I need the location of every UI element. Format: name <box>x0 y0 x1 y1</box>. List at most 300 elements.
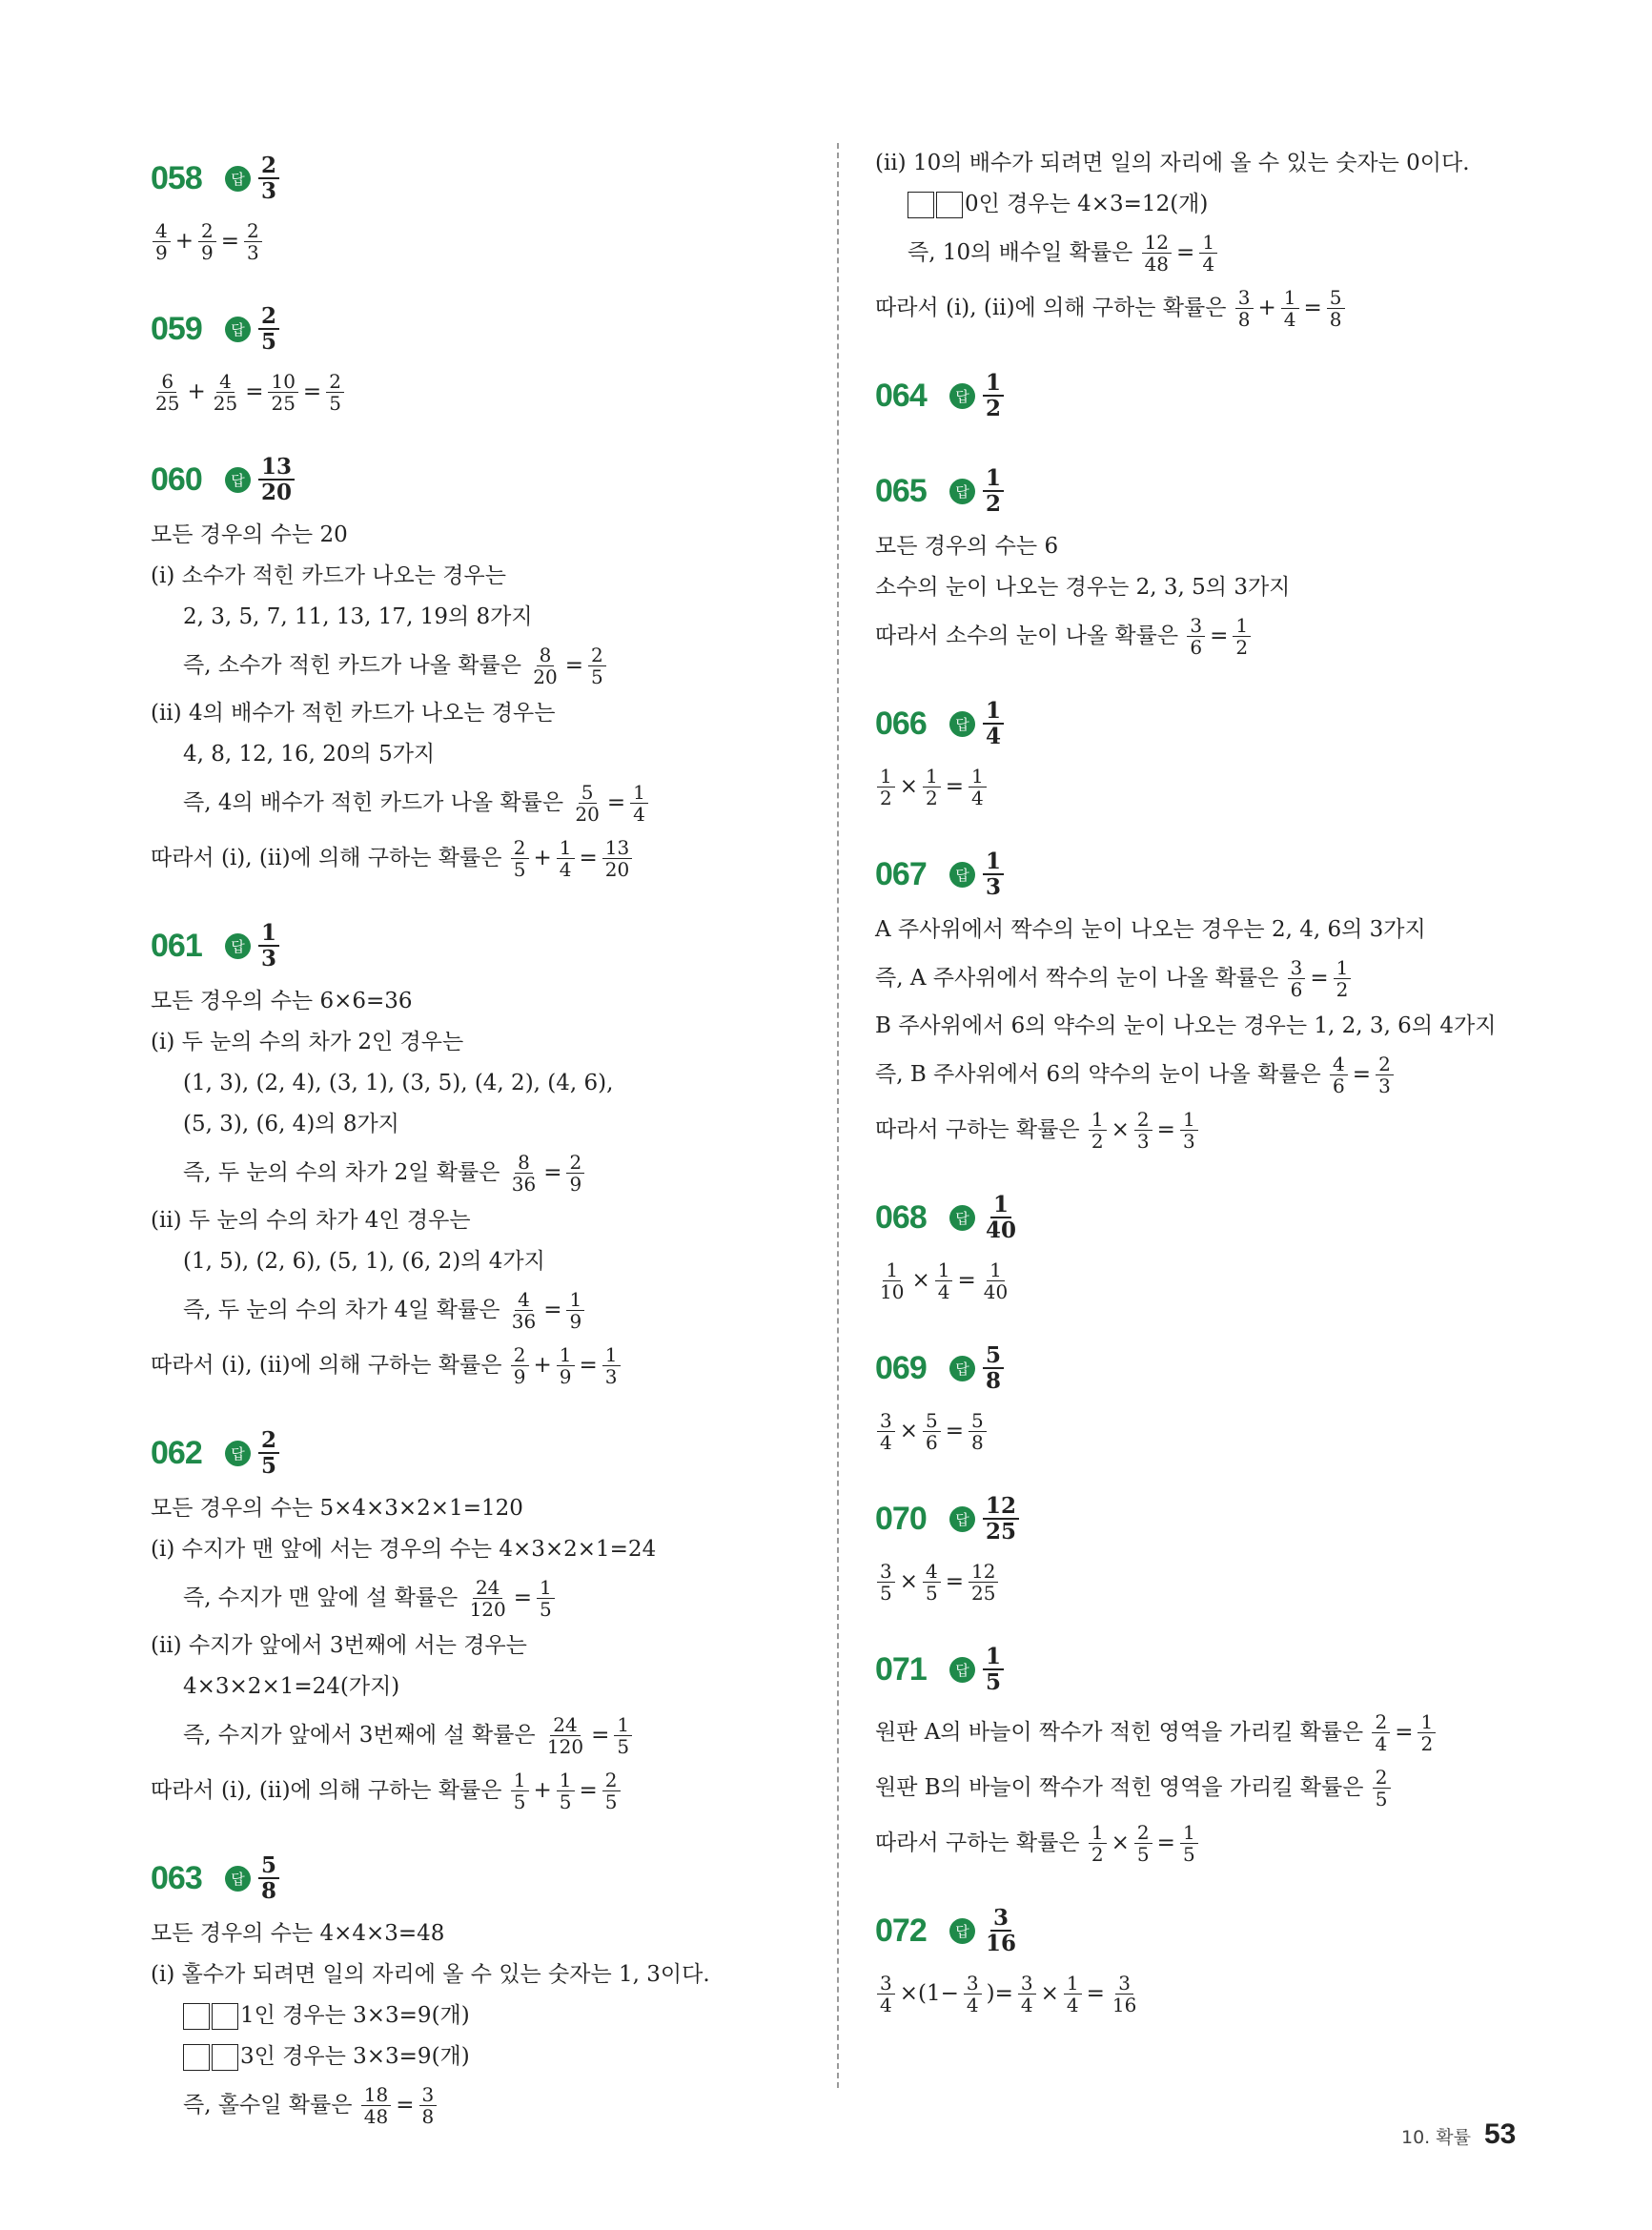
math-operator: = <box>579 1778 598 1803</box>
answer-fraction <box>983 849 1004 899</box>
answer-value <box>256 304 281 354</box>
denominator: 4 <box>559 857 572 881</box>
denominator: 8 <box>986 1368 1002 1394</box>
numerator: 1 <box>602 1344 621 1366</box>
denominator: 3 <box>261 178 277 204</box>
denominator: 4 <box>1020 1993 1033 2016</box>
math-operator: × <box>1111 1117 1130 1142</box>
solution-text: 즉, 10의 배수일 확률은 <box>908 240 1140 265</box>
denominator: 5 <box>513 1790 526 1813</box>
problem-header <box>875 1333 1561 1403</box>
solution-line <box>875 1006 1561 1047</box>
math-operator: = <box>220 229 240 254</box>
fraction <box>566 1289 584 1332</box>
numerator: 2 <box>1134 1822 1152 1844</box>
fraction <box>1110 1973 1139 2015</box>
math-operator: = <box>1210 624 1229 648</box>
denominator: 5 <box>1375 1787 1388 1811</box>
numerator: 12 <box>969 1561 998 1583</box>
fraction <box>509 1289 539 1332</box>
fraction <box>1417 1711 1436 1754</box>
solution-line <box>875 1047 1561 1102</box>
numerator: 4 <box>1330 1054 1348 1075</box>
answer-value <box>981 849 1006 899</box>
denominator: 4 <box>986 724 1002 749</box>
math-operator: = <box>1156 1831 1175 1855</box>
chapter-label: 10. 확률 <box>1401 2127 1471 2148</box>
math-operator: = <box>1352 1062 1372 1087</box>
numerator: 5 <box>969 1410 987 1432</box>
solution-line <box>151 214 818 269</box>
solution-text: 4, 8, 12, 16, 20의 5가지 <box>183 742 436 767</box>
numerator: 13 <box>258 455 295 481</box>
numerator: 3 <box>1018 1973 1036 1995</box>
denominator: 25 <box>155 391 180 415</box>
fraction <box>1018 1973 1036 2015</box>
answer-badge: 답 <box>949 1918 975 1944</box>
numerator: 3 <box>877 1973 895 1995</box>
math-operator: = <box>1395 1720 1414 1745</box>
problem-number: 061 <box>151 927 202 964</box>
numerator: 1 <box>557 1770 575 1791</box>
math-operator: = <box>591 1723 610 1748</box>
solution-line <box>875 1815 1561 1871</box>
solution-text: 따라서 구하는 확률은 <box>875 1117 1087 1142</box>
numerator: 2 <box>1372 1711 1390 1733</box>
fraction <box>1330 1054 1348 1096</box>
denominator: 5 <box>261 329 277 355</box>
problem-header <box>151 910 818 981</box>
solution-line <box>875 759 1561 814</box>
denominator: 2 <box>880 786 892 809</box>
math-operator: × <box>1040 1981 1059 2006</box>
denominator: 9 <box>559 1364 572 1388</box>
numerator: 1 <box>983 371 1004 397</box>
denominator: 2 <box>986 491 1002 517</box>
denominator: 5 <box>986 1669 1002 1695</box>
math-operator: + <box>533 1353 552 1378</box>
problem-block <box>151 1418 818 1818</box>
answer-fraction <box>983 699 1004 748</box>
solution-line <box>151 1995 818 2036</box>
denominator: 3 <box>1136 1129 1150 1153</box>
solution-text: (ⅰ) 수지가 맨 앞에 서는 경우의 수는 4×3×2×1=24 <box>151 1537 657 1562</box>
solution-text: (1, 3), (2, 4), (3, 1), (3, 5), (4, 2), (4, 6), <box>183 1071 614 1095</box>
denominator: 20 <box>261 480 293 505</box>
solution-line <box>151 1954 818 1995</box>
fraction <box>557 1770 575 1812</box>
answer-value <box>256 455 296 504</box>
solution-line <box>151 638 818 693</box>
numerator: 2 <box>602 1770 621 1791</box>
numerator: 4 <box>515 1289 533 1311</box>
answer-value <box>981 1645 1006 1694</box>
solution-text: 즉, 두 눈의 수의 차가 2일 확률은 <box>183 1160 507 1185</box>
denominator: 6 <box>1290 977 1303 1001</box>
numerator: 2 <box>588 644 606 666</box>
solution-text: 즉, 두 눈의 수의 차가 4일 확률은 <box>183 1298 507 1322</box>
problem-header <box>875 1182 1561 1253</box>
denominator: 5 <box>559 1790 572 1813</box>
solution-line <box>151 1570 818 1626</box>
fraction <box>566 1152 584 1195</box>
math-operator: = <box>1156 1117 1175 1142</box>
problem-block <box>875 1483 1561 1609</box>
answer-fraction <box>258 304 279 354</box>
solution-line <box>875 1966 1561 2021</box>
solution-line <box>151 597 818 638</box>
denominator: 6 <box>926 1430 938 1454</box>
math-operator: = <box>564 653 583 678</box>
solution-line <box>875 951 1561 1006</box>
solution-text: 모든 경우의 수는 6×6=36 <box>151 989 413 1013</box>
numerator: 1 <box>511 1770 529 1791</box>
denominator: 5 <box>604 1790 618 1813</box>
denominator: 8 <box>1329 307 1342 331</box>
fraction <box>877 766 895 808</box>
denominator: 3 <box>604 1364 618 1388</box>
solution-text: 따라서 소수의 눈이 나올 확률은 <box>875 624 1186 648</box>
problem-number: 069 <box>875 1349 927 1386</box>
fraction <box>877 1561 895 1604</box>
fraction <box>211 371 240 414</box>
fraction <box>1134 1822 1152 1865</box>
numerator: 3 <box>877 1410 895 1432</box>
solution-text: 즉, 수지가 앞에서 3번째에 설 확률은 <box>183 1723 542 1748</box>
problem-block <box>875 1895 1561 2021</box>
denominator: 4 <box>880 1993 892 2016</box>
answer-badge: 답 <box>949 1356 975 1381</box>
numerator: 1 <box>1417 1711 1436 1733</box>
solution-line <box>151 1626 818 1667</box>
denominator: 9 <box>513 1364 526 1388</box>
denominator: 25 <box>271 391 296 415</box>
fraction <box>1134 1109 1152 1152</box>
denominator: 3 <box>247 240 259 264</box>
solution-line <box>151 1241 818 1282</box>
solution-line <box>151 1338 818 1393</box>
solution-line <box>151 1667 818 1708</box>
problem-block <box>875 1634 1561 1871</box>
solution-line <box>875 1705 1561 1760</box>
denominator: 6 <box>1190 635 1203 659</box>
answer-value <box>981 1343 1006 1393</box>
fraction <box>198 220 216 263</box>
fraction <box>1233 615 1251 658</box>
problem-number: 059 <box>151 310 202 347</box>
fraction <box>923 1410 941 1453</box>
answer-fraction <box>258 921 279 971</box>
problem-number: 071 <box>875 1650 927 1688</box>
solution-text: 모든 경우의 수는 4×4×3=48 <box>151 1921 445 1946</box>
numerator: 2 <box>1373 1767 1391 1789</box>
denominator: 2 <box>1235 635 1249 659</box>
numerator: 3 <box>964 1973 982 1995</box>
numerator: 1 <box>1334 957 1352 979</box>
solution-line <box>875 1554 1561 1609</box>
solution-text: 즉, 수지가 맨 앞에 설 확률은 <box>183 1586 465 1610</box>
fraction <box>1180 1822 1198 1865</box>
answer-badge: 답 <box>949 1657 975 1683</box>
numerator: 1 <box>969 766 987 788</box>
denominator: 3 <box>1378 1074 1391 1097</box>
numerator: 1 <box>614 1714 632 1736</box>
answer-badge: 답 <box>225 1441 251 1466</box>
fraction <box>1281 287 1299 330</box>
answer-value <box>256 153 281 203</box>
numerator: 3 <box>1115 1973 1133 1995</box>
denominator: 16 <box>986 1931 1017 1956</box>
denominator: 5 <box>926 1581 938 1605</box>
solution-line <box>875 910 1561 951</box>
numerator: 6 <box>158 371 176 393</box>
fraction <box>537 1577 555 1620</box>
problem-block <box>151 1843 818 2133</box>
numerator: 1 <box>557 837 575 859</box>
numerator: 8 <box>515 1152 533 1174</box>
math-operator: + <box>1257 296 1276 320</box>
denominator: 6 <box>1333 1074 1345 1097</box>
solution-text: (ⅱ) 4의 배수가 적힌 카드가 나오는 경우는 <box>151 701 556 726</box>
numerator: 8 <box>537 644 555 666</box>
solution-line <box>151 1913 818 1954</box>
denominator: 8 <box>971 1430 984 1454</box>
denominator: 20 <box>533 665 558 688</box>
math-operator: = <box>1176 240 1195 265</box>
answer-value <box>256 921 281 971</box>
numerator: 1 <box>983 699 1004 725</box>
fraction <box>923 1561 941 1604</box>
fraction <box>1180 1109 1198 1152</box>
solution-line <box>151 734 818 775</box>
fraction <box>1334 957 1352 1000</box>
fraction <box>572 782 602 825</box>
solution-text: 즉, B 주사위에서 6의 약수의 눈이 나올 확률은 <box>875 1062 1329 1087</box>
solution-text: 모든 경우의 수는 20 <box>151 522 348 547</box>
math-operator: + <box>533 1778 552 1803</box>
problem-number: 058 <box>151 159 202 196</box>
problem-header <box>875 1634 1561 1705</box>
answer-value <box>981 1193 1021 1242</box>
denominator: 5 <box>617 1734 630 1758</box>
fraction <box>964 1973 982 2015</box>
left-column <box>151 143 818 2158</box>
denominator: 16 <box>1112 1993 1137 2016</box>
problem-number: 070 <box>875 1500 927 1537</box>
denominator: 4 <box>1066 1993 1079 2016</box>
problem-header <box>151 1843 818 1913</box>
numerator: 1 <box>1233 615 1251 637</box>
math-operator: × <box>899 1419 919 1443</box>
solution-line <box>151 1145 818 1200</box>
math-operator: × <box>911 1268 930 1293</box>
right-column <box>875 143 1561 2046</box>
answer-fraction <box>983 466 1004 516</box>
math-operator: = <box>396 2093 415 2117</box>
answer-fraction <box>983 1494 1019 1544</box>
numerator: 1 <box>1064 1973 1082 1995</box>
numerator: 2 <box>326 371 344 393</box>
math-operator: = <box>579 846 598 870</box>
answer-badge: 답 <box>225 467 251 493</box>
numerator: 2 <box>1134 1109 1152 1131</box>
denominator: 9 <box>569 1309 582 1333</box>
fraction <box>361 2084 391 2127</box>
denominator: 4 <box>1202 252 1215 276</box>
denominator: 5 <box>1182 1842 1195 1866</box>
numerator: 3 <box>419 2084 438 2106</box>
denominator: 5 <box>1136 1842 1150 1866</box>
denominator: 5 <box>329 391 341 415</box>
numerator: 18 <box>361 2084 391 2106</box>
answer-value <box>981 466 1006 516</box>
solution-line <box>875 225 1561 280</box>
numerator: 1 <box>1281 287 1299 309</box>
numerator: 1 <box>990 1193 1011 1218</box>
problem-number: 062 <box>151 1434 202 1471</box>
solution-line <box>151 1529 818 1570</box>
denominator: 120 <box>469 1597 506 1621</box>
denominator: 5 <box>590 665 603 688</box>
fraction <box>877 1973 895 2015</box>
fraction <box>509 1152 539 1195</box>
solution-line <box>151 1708 818 1763</box>
fraction <box>1089 1109 1107 1152</box>
fraction <box>530 644 560 687</box>
problem-header <box>875 1483 1561 1554</box>
answer-badge: 답 <box>225 166 251 192</box>
solution-line <box>875 1102 1561 1157</box>
solution-line <box>875 608 1561 664</box>
solution-line <box>875 1253 1561 1308</box>
solution-line <box>151 1282 818 1338</box>
blank-square <box>183 2003 210 2030</box>
solution-text: (ⅰ) 홀수가 되려면 일의 자리에 올 수 있는 숫자는 1, 3이다. <box>151 1962 710 1987</box>
fraction <box>244 220 262 263</box>
blank-square <box>183 2044 210 2071</box>
answer-value <box>981 699 1006 748</box>
numerator: 1 <box>566 1289 584 1311</box>
answer-badge: 답 <box>225 933 251 959</box>
math-operator: = <box>302 379 322 404</box>
math-operator: + <box>187 379 206 404</box>
numerator: 1 <box>1180 1822 1198 1844</box>
denominator: 2 <box>1091 1129 1104 1153</box>
denominator: 36 <box>511 1309 537 1333</box>
fraction <box>602 837 632 880</box>
denominator: 5 <box>540 1597 552 1621</box>
numerator: 4 <box>923 1561 941 1583</box>
solution-text: 즉, 홀수일 확률은 <box>183 2093 359 2117</box>
problem-number: 067 <box>875 855 927 892</box>
denominator: 4 <box>966 1993 979 2016</box>
page-number: 53 <box>1483 2118 1517 2150</box>
problem-block <box>875 688 1561 814</box>
fraction <box>153 371 182 414</box>
problem-number: 066 <box>875 705 927 742</box>
problem-number: 064 <box>875 377 927 414</box>
answer-value <box>981 1906 1021 1955</box>
fraction <box>419 2084 438 2127</box>
denominator: 10 <box>880 1279 905 1303</box>
fraction <box>877 1259 907 1302</box>
answer-fraction <box>983 371 1004 420</box>
denominator: 2 <box>986 396 1002 421</box>
fraction <box>1089 1822 1107 1865</box>
problem-header <box>875 360 1561 431</box>
fraction <box>981 1259 1010 1302</box>
fraction <box>602 1344 621 1387</box>
solution-text: 모든 경우의 수는 6 <box>875 534 1059 559</box>
fraction <box>326 371 344 414</box>
denominator: 4 <box>937 1279 950 1303</box>
math-operator: )= <box>986 1981 1013 2006</box>
numerator: 2 <box>1376 1054 1394 1075</box>
solution-line <box>875 1403 1561 1459</box>
numerator: 1 <box>883 1259 901 1281</box>
fraction <box>1288 957 1306 1000</box>
answer-fraction <box>258 1428 279 1478</box>
numerator: 2 <box>258 1428 279 1454</box>
answer-badge: 답 <box>949 479 975 504</box>
numerator: 3 <box>1288 957 1306 979</box>
numerator: 1 <box>258 921 279 947</box>
denominator: 20 <box>575 802 600 826</box>
denominator: 4 <box>633 802 645 826</box>
problem-header <box>151 143 818 214</box>
fraction <box>511 1344 529 1387</box>
solution-text: 따라서 (ⅰ), (ⅱ)에 의해 구하는 확률은 <box>151 1778 509 1803</box>
numerator: 1 <box>1089 1822 1107 1844</box>
solution-text: 모든 경우의 수는 5×4×3×2×1=120 <box>151 1496 523 1521</box>
answer-fraction <box>983 1343 1004 1393</box>
denominator: 3 <box>986 874 1002 900</box>
problem-header <box>151 1418 818 1488</box>
math-operator: = <box>945 1419 965 1443</box>
fraction <box>935 1259 953 1302</box>
denominator: 4 <box>880 1430 892 1454</box>
solution-line <box>151 515 818 556</box>
solution-text: (ⅱ) 수지가 앞에서 3번째에 서는 경우는 <box>151 1633 527 1658</box>
answer-fraction <box>983 1193 1019 1242</box>
solution-text: 1인 경우는 3×3=9(개) <box>240 2003 470 2028</box>
denominator: 3 <box>261 946 277 972</box>
answer-value <box>981 371 1006 420</box>
fraction <box>1142 232 1172 275</box>
solution-text: A 주사위에서 짝수의 눈이 나오는 경우는 2, 4, 6의 3가지 <box>875 917 1426 942</box>
answer-fraction <box>258 455 295 504</box>
solution-line <box>151 1104 818 1145</box>
problem-header <box>875 688 1561 759</box>
solution-line <box>151 1488 818 1529</box>
solution-line <box>151 364 818 419</box>
solution-text: (ⅰ) 소수가 적힌 카드가 나오는 경우는 <box>151 563 506 588</box>
denominator: 36 <box>511 1172 537 1196</box>
solution-line <box>151 775 818 830</box>
numerator: 2 <box>258 153 279 179</box>
math-operator: × <box>899 774 919 799</box>
solution-line <box>151 1763 818 1818</box>
problem-block <box>151 294 818 419</box>
math-operator: = <box>606 790 626 815</box>
numerator: 12 <box>1142 232 1172 254</box>
numerator: 1 <box>983 466 1004 492</box>
denominator: 25 <box>213 391 238 415</box>
problem-header <box>151 294 818 364</box>
numerator: 3 <box>1187 615 1205 637</box>
answer-badge: 답 <box>225 317 251 342</box>
numerator: 2 <box>244 220 262 242</box>
